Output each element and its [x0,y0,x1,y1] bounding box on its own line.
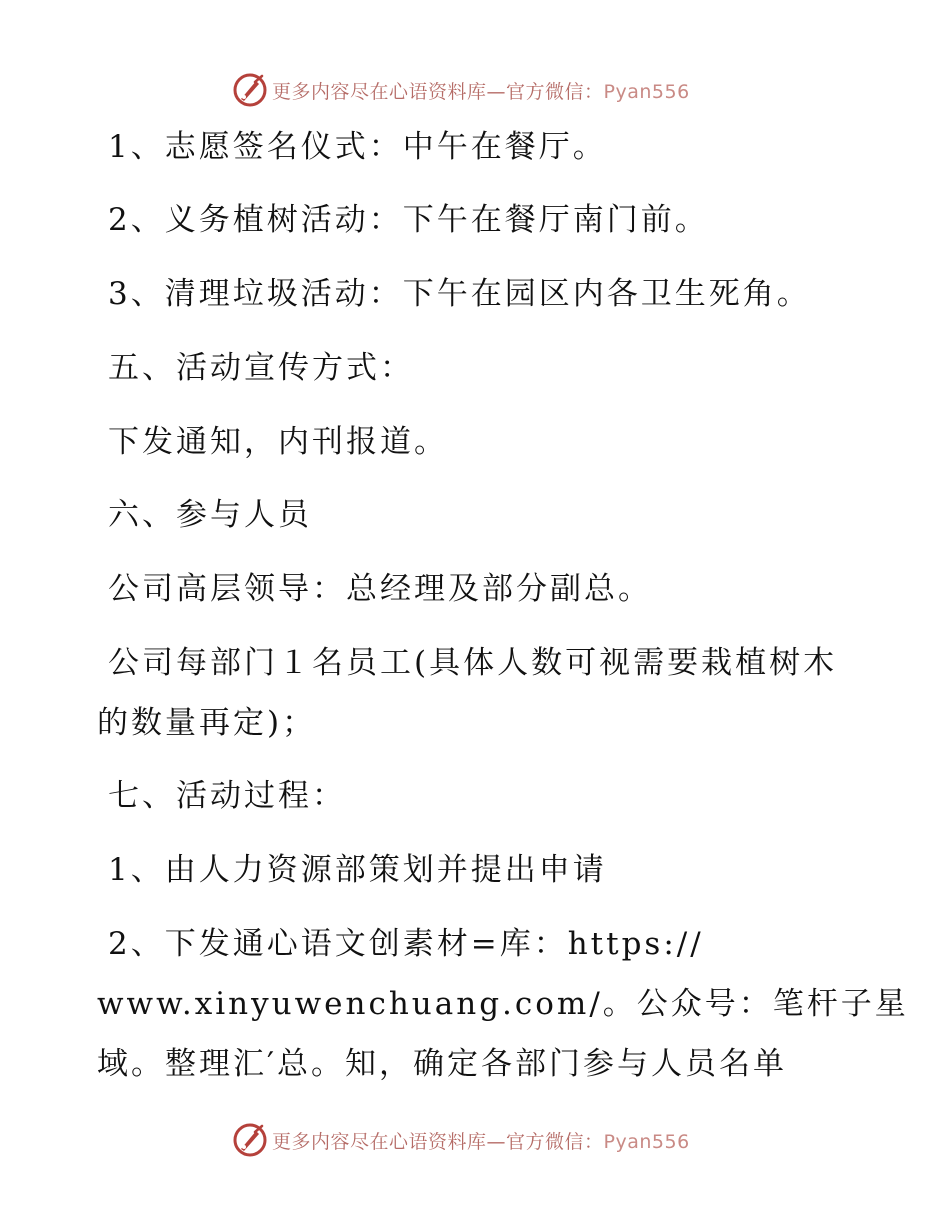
quill-pen-logo-icon [232,1122,268,1158]
doc-line: 2、下发通心语文创素材=库：https:// [108,926,704,962]
wechat-id: Pyan556 [603,80,690,103]
banner-text: 更多内容尽在心语资料库—官方微信：Pyan556 [272,80,690,103]
doc-line: 的数量再定)； [97,705,317,741]
section-heading: 五、活动宣传方式： [108,350,414,386]
doc-line: 1、志愿签名仪式：中午在餐厅。 [108,129,607,165]
doc-line: 公司高层领导：总经理及部分副总。 [108,571,652,607]
doc-line: 下发通知，内刊报道。 [108,424,448,460]
footer-banner [232,1120,752,1160]
doc-line: www.xinyuwenchuang.com/。公众号：笔杆子星 [97,986,909,1022]
wechat-id: Pyan556 [603,1130,690,1153]
section-heading: 七、活动过程： [108,778,346,814]
doc-line: 公司每部门１名员工(具体人数可视需要栽植树木 [108,645,838,681]
section-heading: 六、参与人员 [108,497,312,533]
doc-line: 2、义务植树活动：下午在餐厅南门前。 [108,202,709,238]
doc-line: 3、清理垃圾活动：下午在园区内各卫生死角。 [108,276,811,312]
banner-text: 更多内容尽在心语资料库—官方微信：Pyan556 [272,1130,690,1153]
doc-line: 域。整理汇′总。知，确定各部门参与人员名单 [97,1046,788,1082]
doc-line: 1、由人力资源部策划并提出申请 [108,852,607,888]
